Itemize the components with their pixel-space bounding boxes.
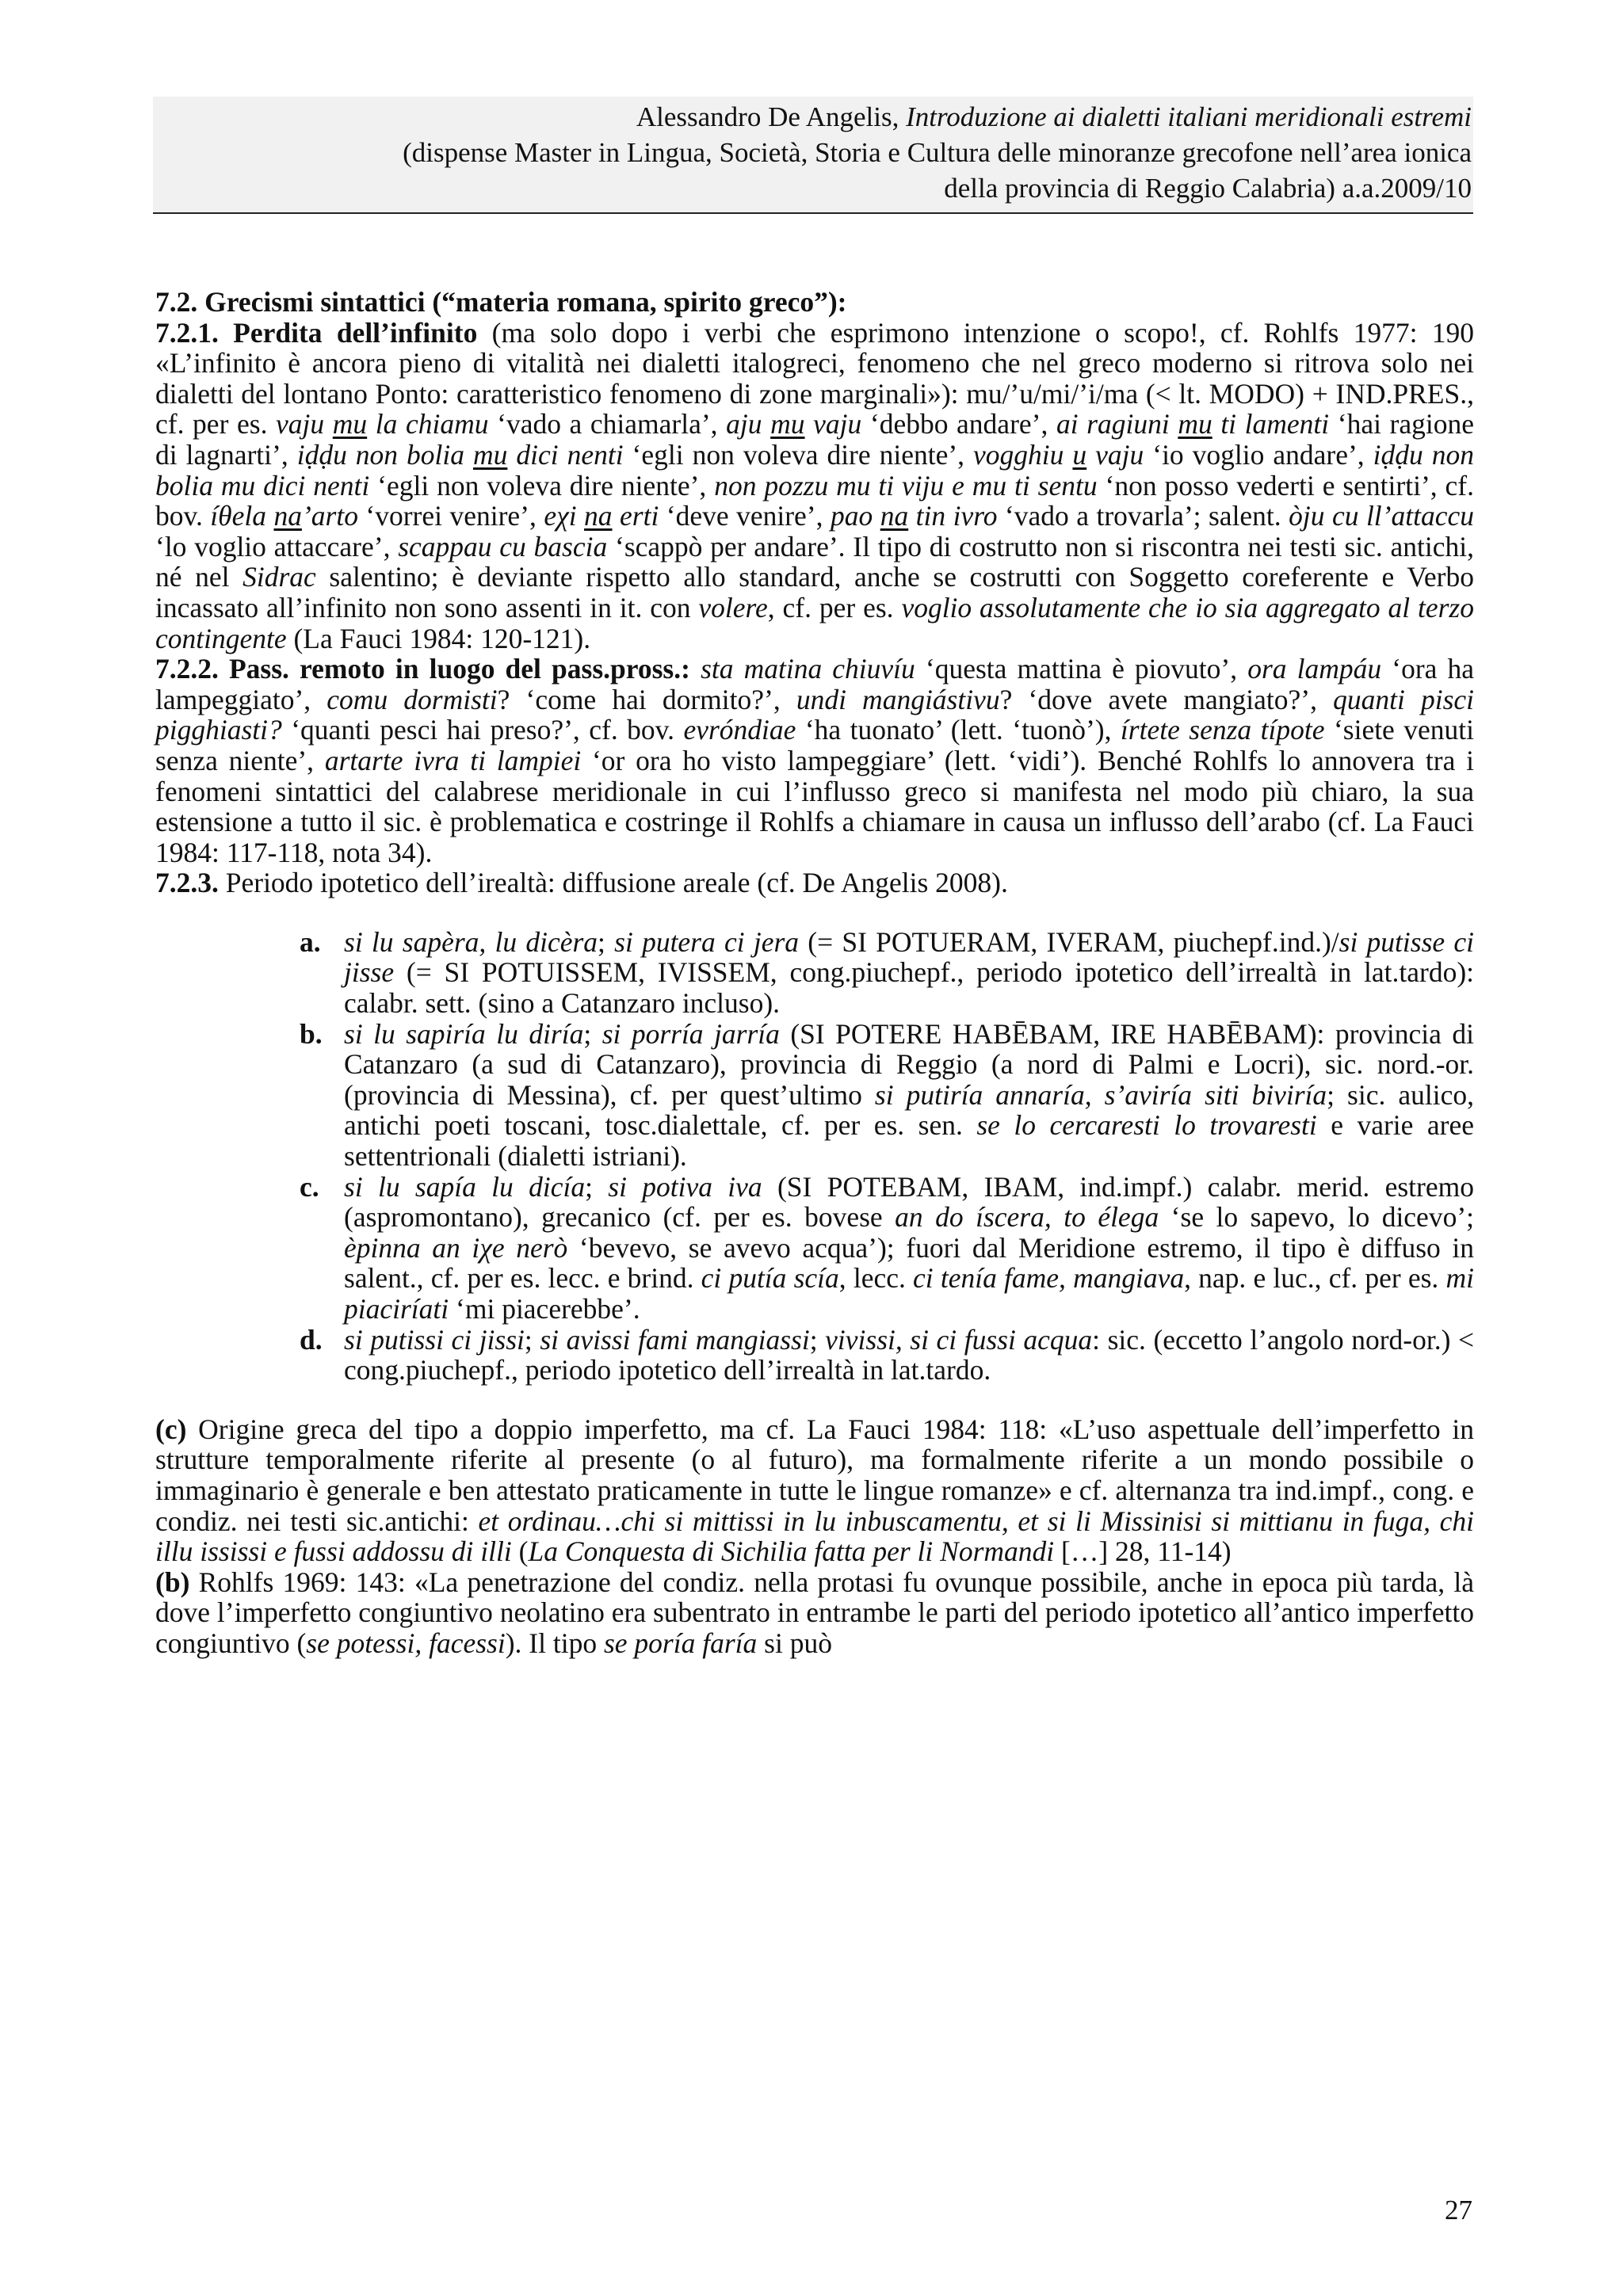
page-number: 27 xyxy=(1445,2195,1472,2225)
running-header xyxy=(153,97,1473,214)
section-heading-7-2: 7.2. Grecismi sintattici (“materia romana, spirito greco”): xyxy=(155,286,847,318)
paragraph-7-2-3: 7.2.3. Periodo ipotetico dell’irealtà: diffusione areale (cf. De Angelis 2008). xyxy=(155,867,1008,899)
header-line-3: della provincia di Reggio Calabria) a.a.2009/10 xyxy=(944,173,1472,204)
list-item-a: a. si lu sapèra, lu dicèra; si putera ci jera (= SI POTUERAM, IVERAM, piuchepf.ind.)/si putisse ci jisse (= SI POTUISSEM, IVISSEM, cong.piuchepf., periodo ipotetico dell’irrealtà in lat.tardo): calabr. sett. (sino a Catanzaro incluso). xyxy=(300,925,1475,1020)
page-body xyxy=(155,287,1474,1659)
paragraph-7-2-1: 7.2.1. Perdita dell’infinito (ma solo dopo i verbi che esprimono intenzione o scopo!, cf. Rohlfs 1977: 190 «L’infinito è ancora pieno di vitalità nei dialetti italogreci, fenomeno che nel greco moderno si ritrova solo nei dialetti del lontano Ponto: caratteristico fenomeno di zone marginali»): mu/’u/mi/’i/ma (< lt. MODO) + IND.PRES., cf. per es. vaju mu la chiamu ‘vado a chiamarla’, aju mu vaju ‘debbo andare’, ai ragiuni mu ti lamenti ‘hai ragione di lagnarti’, iḍḍu non bolia mu dici nenti ‘egli non voleva dire niente’, vogghiu u vaju ‘io voglio andare’, iḍḍu non bolia mu dici nenti ‘egli non voleva dire niente’, non pozzu mu ti viju e mu ti sentu ‘non posso vederti e sentirti’, cf. bov. íθela na’arto ‘vorrei venire’, eχi na erti ‘deve venire’, pao na tin ivro ‘vado a trovarla’; salent. òju cu ll’attaccu ‘lo voglio attaccare’, scappau cu bascia ‘scappò per andare’. Il tipo di costrutto non si riscontra nei testi sic. antichi, né nel Sidrac salentino; è deviante rispetto allo standard, anche se costrutti con Soggetto coreferente e Verbo incassato all’infinito non sono assenti in it. con volere, cf. per es. voglio assolutamente che io sia aggregato al terzo contingente (La Fauci 1984: 120-121). xyxy=(155,316,1475,654)
list-item-d: d. si putissi ci jissi; si avissi fami mangiassi; vivissi, si ci fussi acqua: sic. (eccetto l’angolo nord-or.) < cong.piuchepf., periodo ipotetico dell’irrealtà in lat.tardo. xyxy=(300,1323,1474,1386)
header-line-2: (dispense Master in Lingua, Società, Storia e Cultura delle minoranze grecofone nell’area ionica xyxy=(403,137,1472,168)
paragraph-note-b: (b) Rohlfs 1969: 143: «La penetrazione del condiz. nella protasi fu ovunque possibile, anche in epoca più tarda, là dove l’imperfetto congiuntivo neolatino era subentrato in entrambe le parti del periodo ipotetico all’antico imperfetto congiuntivo (se potessi, facessi). Il tipo se poría faría si può xyxy=(155,1566,1474,1659)
header-line-1: Alessandro De Angelis, Introduzione ai dialetti italiani meridionali estremi xyxy=(636,101,1472,132)
hypothetical-types-list xyxy=(300,927,1474,1386)
list-item-c: c. si lu sapía lu dicía; si potiva iva (SI POTEBAM, IBAM, ind.impf.) calabr. merid. estremo (aspromontano), grecanico (cf. per es. bovese an do íscera, to élega ‘se lo sapevo, lo dicevo’; èpinna an iχe nerò ‘bevevo, se avevo acqua’); fuori dal Meridione estremo, il tipo è diffuso in salent., cf. per es. lecc. e brind. ci putía scía, lecc. ci tenía fame, mangiava, nap. e luc., cf. per es. mi piaciríati ‘mi piacerebbe’. xyxy=(300,1170,1475,1325)
paragraph-note-c: (c) Origine greca del tipo a doppio imperfetto, ma cf. La Fauci 1984: 118: «L’uso aspettuale dell’imperfetto in strutture temporalmente riferite al presente (o al futuro), ma formalmente riferite a un mondo possibile o immaginario è generale e ben attestato praticamente in tutte le lingue romanze» e cf. alternanza tra ind.impf., cong. e condiz. nei testi sic.antichi: et ordinau…chi si mittissi in lu inbuscamentu, et si li Missinisi si mittianu in fuga, chi illu ississi e fussi addossu di illi (La Conquesta di Sichilia fatta per li Normandi […] 28, 11-14) xyxy=(155,1413,1475,1568)
paragraph-7-2-2: 7.2.2. Pass. remoto in luogo del pass.pross.: sta matina chiuvíu ‘questa mattina è piovuto’, ora lampáu ‘ora ha lampeggiato’, comu dormisti? ‘come hai dormito?’, undi mangiástivu? ‘dove avete mangiato?’, quanti pisci pigghiasti? ‘quanti pesci hai preso?’, cf. bov. evróndiae ‘ha tuonato’ (lett. ‘tuonò’), írtete senza típote ‘siete venuti senza niente’, artarte ivra ti lampiei ‘or ora ho visto lampeggiare’ (lett. ‘vidi’). Benché Rohlfs lo annovera tra i fenomeni sintattici del calabrese meridionale in cui l’influsso greco si manifesta nel modo più chiaro, la sua estensione a tutto il sic. è problematica e costringe il Rohlfs a chiamare in causa un influsso dell’arabo (cf. La Fauci 1984: 117-118, nota 34). xyxy=(155,653,1474,868)
list-item-b: b. si lu sapiría lu diría; si porría jarría (SI POTERE HABĒBAM, IRE HABĒBAM): provincia di Catanzaro (a sud di Catanzaro), provincia di Reggio (a nord di Palmi e Locri), sic. nord.-or. (provincia di Messina), cf. per quest’ultimo si putiría annaría, s’aviría siti biviría; sic. aulico, antichi poeti toscani, tosc.dialettale, cf. per es. sen. se lo cercaresti lo trovaresti e varie aree settentrionali (dialetti istriani). xyxy=(300,1017,1475,1173)
